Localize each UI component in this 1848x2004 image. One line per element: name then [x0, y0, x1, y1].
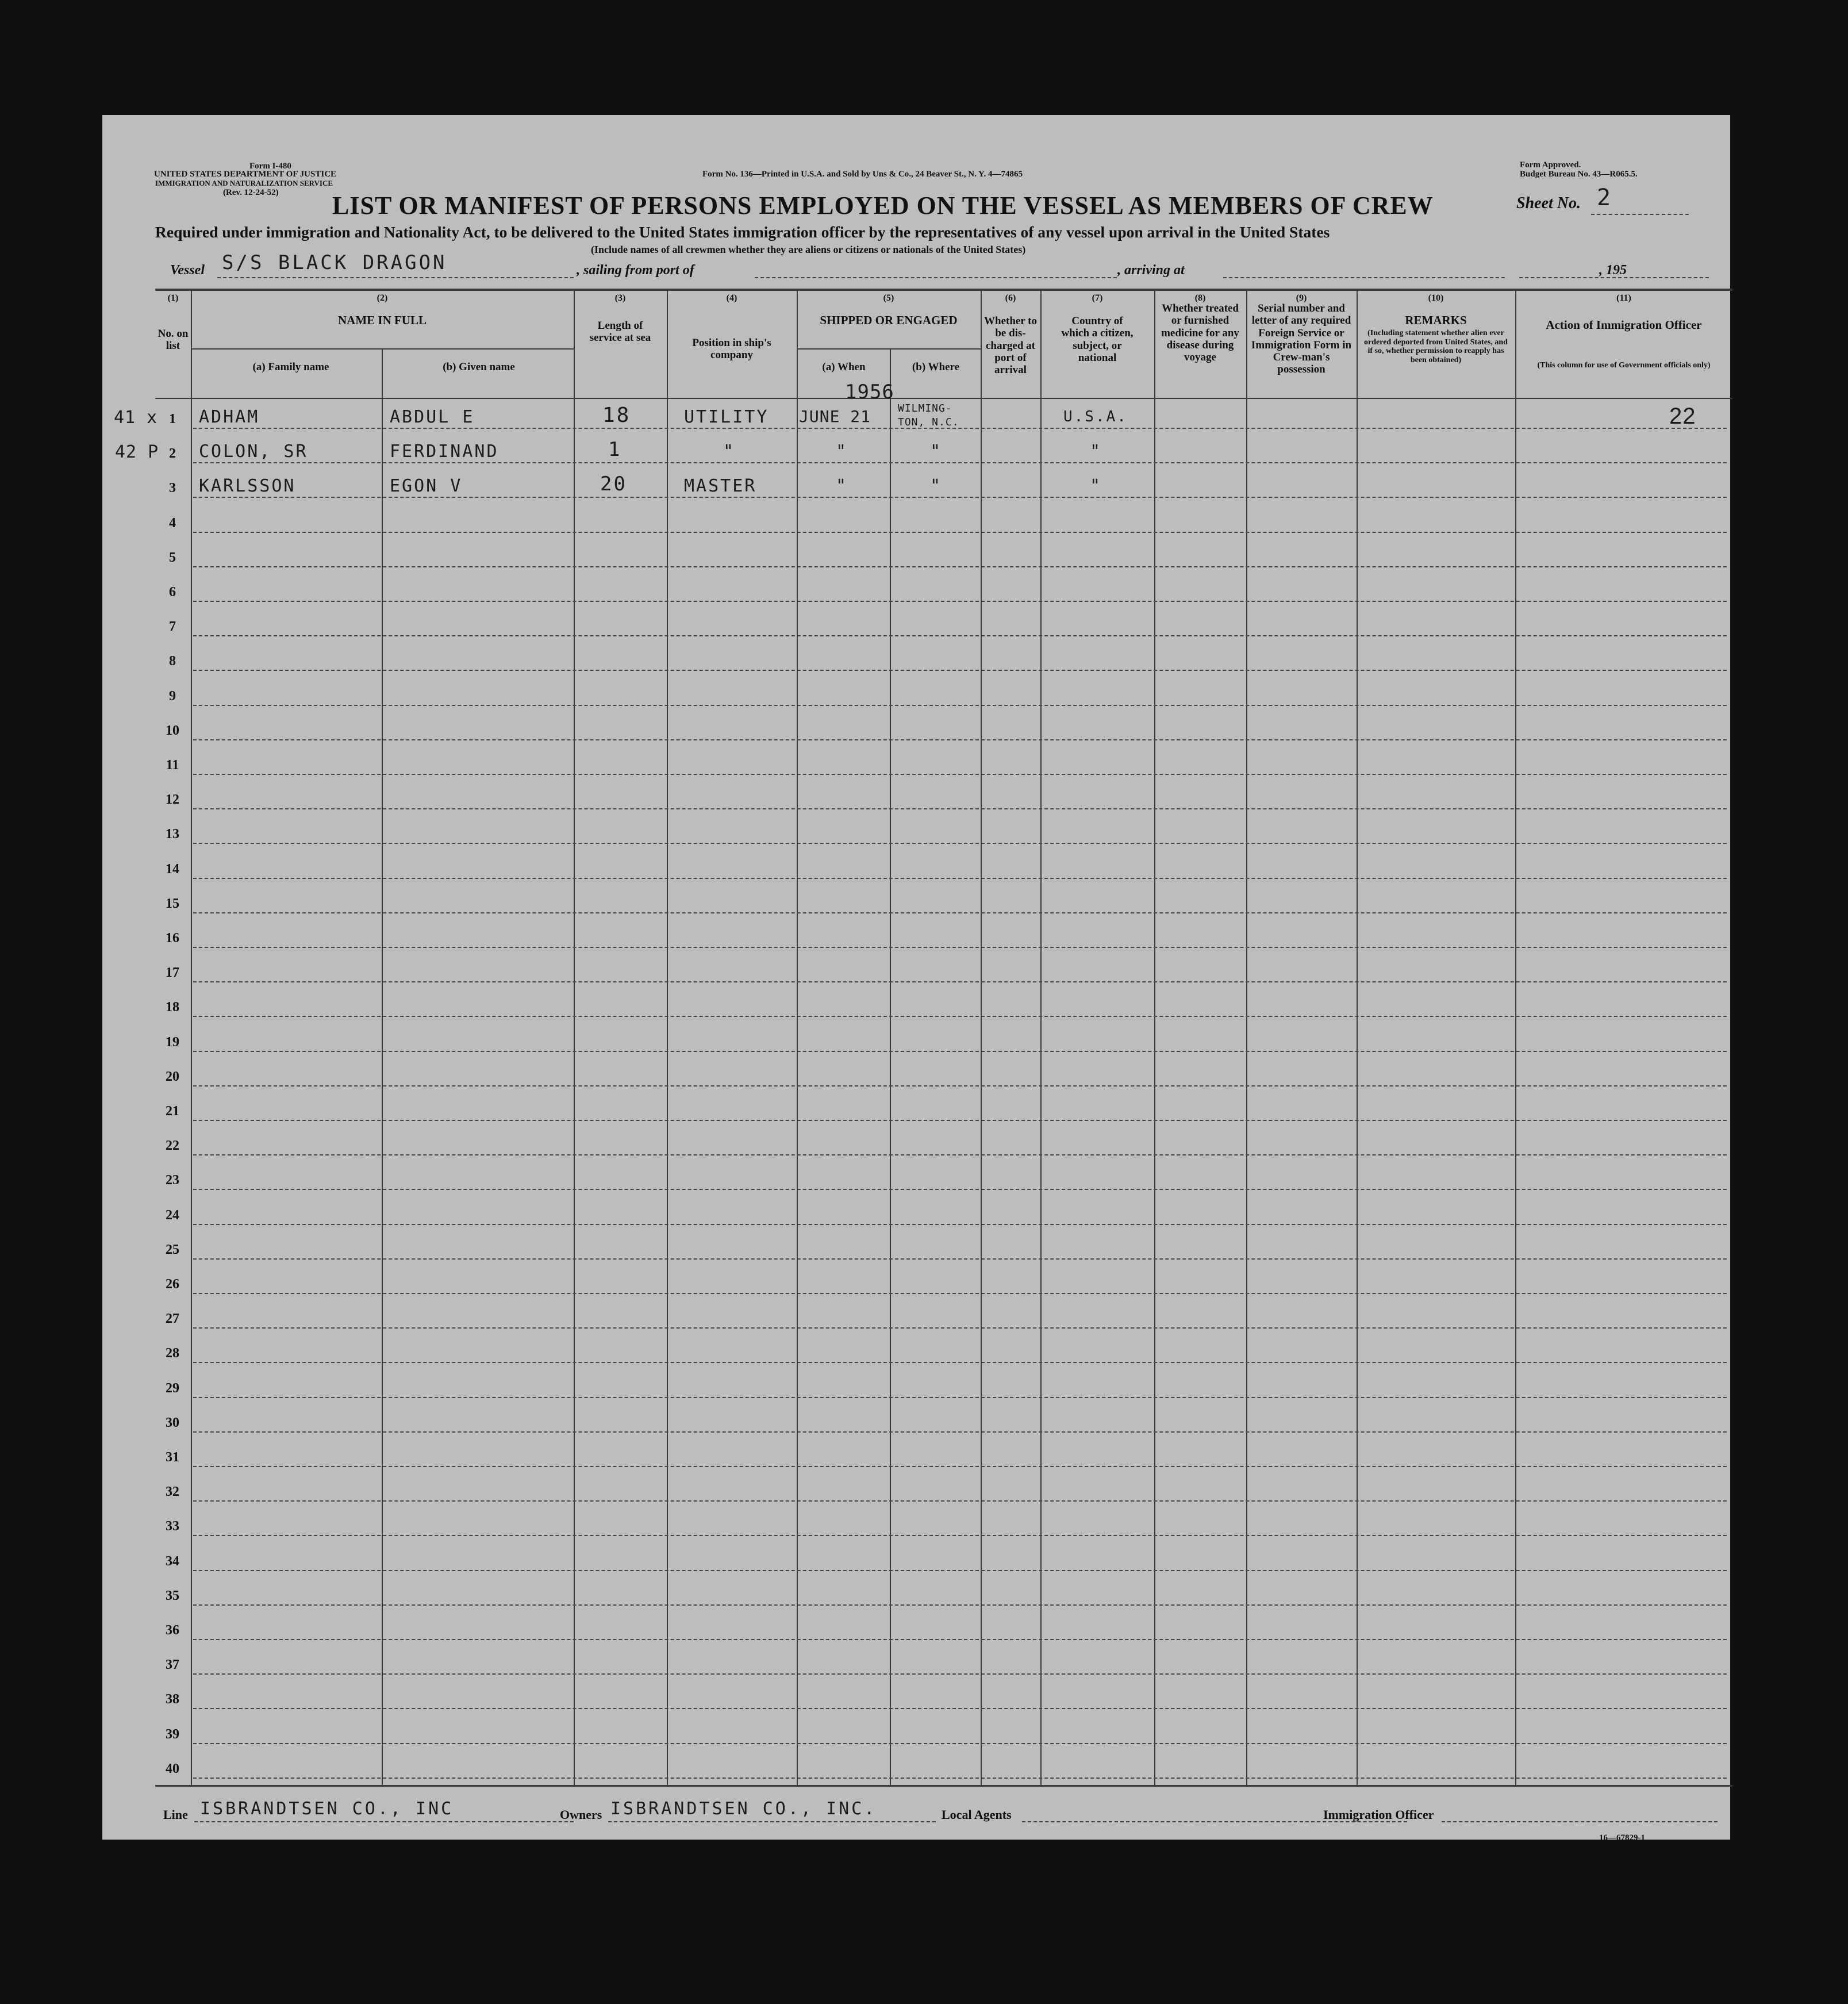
col8-number: (8)	[1194, 293, 1206, 303]
row-rule	[193, 1189, 1727, 1190]
margin-mark-row2: 42 P	[115, 442, 159, 462]
row-rule	[193, 705, 1727, 706]
row1-family-name: ADHAM	[199, 407, 260, 427]
row-rule	[193, 532, 1727, 533]
row-rule	[193, 462, 1727, 463]
row2-when: "	[836, 442, 848, 462]
row-number: 31	[166, 1450, 179, 1465]
row-number: 25	[166, 1242, 179, 1257]
row-number: 32	[166, 1484, 179, 1500]
row-rule	[193, 843, 1727, 844]
line-label: Line	[163, 1807, 188, 1822]
col4-header: Position in ship's company	[692, 337, 771, 362]
vessel-value: S/S BLACK DRAGON	[222, 251, 447, 274]
row-number: 26	[166, 1277, 179, 1292]
row-rule	[193, 1258, 1727, 1260]
row-number: 12	[166, 792, 179, 808]
owners-label: Owners	[560, 1807, 602, 1822]
margin-mark-row1: 41 x	[114, 408, 158, 428]
row-number: 16	[166, 931, 179, 946]
subtitle: Required under immigration and Nationality Act, to be delivered to the United States immigration officer by the representatives of any vessel upon arrival in the United States	[155, 223, 1330, 241]
row3-when: "	[836, 476, 848, 496]
col11-note: (This column for use of Government officials only)	[1537, 361, 1711, 370]
row-rule	[193, 1293, 1727, 1294]
row-rule	[193, 1466, 1727, 1467]
row3-service: 20	[600, 473, 627, 496]
row1-when: JUNE 21	[799, 407, 871, 426]
col10-header: REMARKS	[1405, 313, 1467, 327]
row-rule	[193, 981, 1727, 982]
row-rule	[193, 1224, 1727, 1225]
row-rule	[193, 912, 1727, 913]
row-rule	[193, 739, 1727, 740]
row-number: 33	[166, 1519, 179, 1534]
row2-service: 1	[608, 438, 622, 461]
budget-bureau-line: Budget Bureau No. 43—R065.5.	[1520, 170, 1638, 179]
col11-header: Action of Immigration Officer	[1546, 318, 1702, 332]
col5a-header: (a) When	[822, 361, 866, 373]
row-number: 28	[166, 1346, 179, 1361]
col5-number: (5)	[883, 293, 894, 303]
manifest-document	[102, 115, 1730, 1840]
row-number: 40	[166, 1761, 179, 1776]
line-value: ISBRANDTSEN CO., INC	[200, 1799, 454, 1819]
form-number: Form I-480	[249, 162, 291, 171]
row-number: 37	[166, 1657, 179, 1673]
row-rule	[193, 1604, 1727, 1606]
row-rule	[193, 635, 1727, 636]
row-number: 39	[166, 1726, 179, 1742]
row3-family-name: KARLSSON	[199, 476, 296, 496]
year-label: , 195	[1599, 263, 1627, 278]
row1-position: UTILITY	[684, 407, 769, 427]
row-number: 15	[166, 896, 179, 911]
sheet-value: 2	[1597, 185, 1613, 211]
row1-where-cont: TON, N.C.	[898, 416, 959, 428]
row-rule	[193, 947, 1727, 948]
row-number: 35	[166, 1588, 179, 1603]
row-rule	[193, 1085, 1727, 1087]
col6-header: Whether to be dis-charged at port of arrival	[984, 315, 1037, 377]
printer-line: Form No. 136—Printed in U.S.A. and Sold by Uns & Co., 24 Beaver St., N. Y. 4—74865	[702, 170, 1023, 179]
row-number: 22	[166, 1138, 179, 1154]
sailing-label: , sailing from port of	[577, 263, 694, 278]
department-line: UNITED STATES DEPARTMENT OF JUSTICE	[154, 170, 337, 179]
col8-header: Whether treated or furnished medicine for any disease during voyage	[1161, 302, 1239, 364]
col10-note: (Including statement whether alien ever ordered deported from United States, and if so, whether permission to reapply has been obtained)	[1364, 329, 1508, 365]
row-number: 1	[169, 412, 176, 427]
row-number: 36	[166, 1623, 179, 1638]
row-number: 11	[166, 758, 179, 773]
row-number: 17	[166, 965, 179, 981]
col2a-header: (a) Family name	[252, 361, 329, 373]
row-rule	[193, 1120, 1727, 1121]
row-rule	[193, 601, 1727, 602]
row-rule	[193, 1500, 1727, 1502]
row-number: 29	[166, 1380, 179, 1396]
row2-given-name: FERDINAND	[390, 442, 499, 462]
col7-header: Country of which a citizen, subject, or national	[1061, 315, 1134, 364]
row-rule	[193, 1431, 1727, 1433]
row-rule	[193, 566, 1727, 567]
page-title: LIST OR MANIFEST OF PERSONS EMPLOYED ON THE VESSEL AS MEMBERS OF CREW	[332, 191, 1434, 220]
col1-header: No. on list	[157, 328, 189, 352]
col9-number: (9)	[1296, 293, 1307, 303]
row-rule	[193, 1327, 1727, 1329]
row1-action: 22	[1669, 404, 1696, 429]
subtitle-note: (Include names of all crewmen whether they are aliens or citizens or nationals of the United States)	[591, 244, 1026, 255]
row-rule	[193, 1362, 1727, 1363]
service-line: IMMIGRATION AND NATURALIZATION SERVICE	[155, 179, 333, 187]
row-number: 2	[169, 446, 176, 462]
row-number: 7	[169, 619, 176, 635]
row-number: 19	[166, 1034, 179, 1050]
col7-number: (7)	[1092, 293, 1103, 303]
row-rule	[193, 1673, 1727, 1675]
immigration-officer-label: Immigration Officer	[1323, 1807, 1434, 1822]
row-number: 24	[166, 1207, 179, 1223]
row-rule	[193, 808, 1727, 809]
row-number: 3	[169, 481, 176, 496]
row3-given-name: EGON V	[390, 476, 463, 496]
col5-header: SHIPPED OR ENGAGED	[820, 313, 958, 327]
row1-country: U.S.A.	[1063, 408, 1128, 425]
row-rule	[193, 670, 1727, 671]
col2b-header: (b) Given name	[443, 361, 515, 373]
row-rule	[193, 878, 1727, 879]
col10-number: (10)	[1428, 293, 1444, 303]
year-note: 1956	[845, 381, 894, 404]
row3-position: MASTER	[684, 476, 757, 496]
sheet-label: Sheet No.	[1516, 194, 1581, 212]
col3-number: (3)	[614, 293, 626, 303]
row-number: 9	[169, 688, 176, 704]
row-number: 18	[166, 1000, 179, 1015]
row-rule	[193, 1639, 1727, 1640]
row-number: 10	[166, 723, 179, 738]
col5b-header: (b) Where	[912, 361, 960, 373]
col3-header: Length of service at sea	[589, 320, 651, 344]
col9-header: Serial number and letter of any required Foreign Service or Immigration Form in Crew-man's possession	[1251, 302, 1352, 376]
local-agents-label: Local Agents	[942, 1807, 1012, 1822]
row-number: 30	[166, 1415, 179, 1430]
col11-number: (11)	[1616, 293, 1631, 303]
row-number: 23	[166, 1173, 179, 1188]
row2-country: "	[1090, 442, 1102, 462]
row-number: 13	[166, 827, 179, 842]
row3-where: "	[930, 476, 943, 496]
col6-number: (6)	[1005, 293, 1016, 303]
arriving-label: , arriving at	[1117, 263, 1185, 278]
row-rule	[193, 428, 1727, 429]
row-rule	[193, 1778, 1727, 1779]
col2-header: NAME IN FULL	[337, 313, 427, 327]
row-rule	[193, 1708, 1727, 1709]
row1-service: 18	[602, 404, 631, 427]
row-number: 6	[169, 585, 176, 600]
row1-given-name: ABDUL E	[390, 407, 475, 427]
row-rule	[193, 1397, 1727, 1398]
col2-number: (2)	[376, 293, 388, 303]
footer-code: 16—67829-1	[1599, 1833, 1645, 1842]
row-rule	[193, 1570, 1727, 1571]
row-rule	[193, 774, 1727, 775]
row2-family-name: COLON, SR	[199, 442, 308, 462]
revision-line: (Rev. 12-24-52)	[223, 188, 279, 197]
row-number: 14	[166, 861, 179, 877]
col1-number: (1)	[167, 293, 179, 303]
row2-where: "	[930, 442, 943, 462]
row-rule	[193, 1016, 1727, 1017]
row2-position: "	[723, 442, 736, 462]
vessel-label: Vessel	[170, 263, 205, 278]
row-number: 4	[169, 515, 176, 531]
row-number: 34	[166, 1553, 179, 1569]
row-number: 21	[166, 1104, 179, 1119]
row1-where: WILMING-	[898, 402, 952, 414]
row-rule	[193, 1743, 1727, 1744]
row-rule	[193, 497, 1727, 498]
row-rule	[193, 1154, 1727, 1155]
row-number: 5	[169, 550, 176, 565]
col4-number: (4)	[726, 293, 737, 303]
row-rule	[193, 1051, 1727, 1052]
row-number: 38	[166, 1692, 179, 1707]
row-number: 27	[166, 1311, 179, 1327]
row3-country: "	[1090, 476, 1102, 496]
row-number: 8	[169, 654, 176, 669]
approval-line: Form Approved.	[1520, 160, 1581, 170]
owners-value: ISBRANDTSEN CO., INC.	[610, 1799, 877, 1819]
row-number: 20	[166, 1069, 179, 1084]
row-rule	[193, 1535, 1727, 1536]
